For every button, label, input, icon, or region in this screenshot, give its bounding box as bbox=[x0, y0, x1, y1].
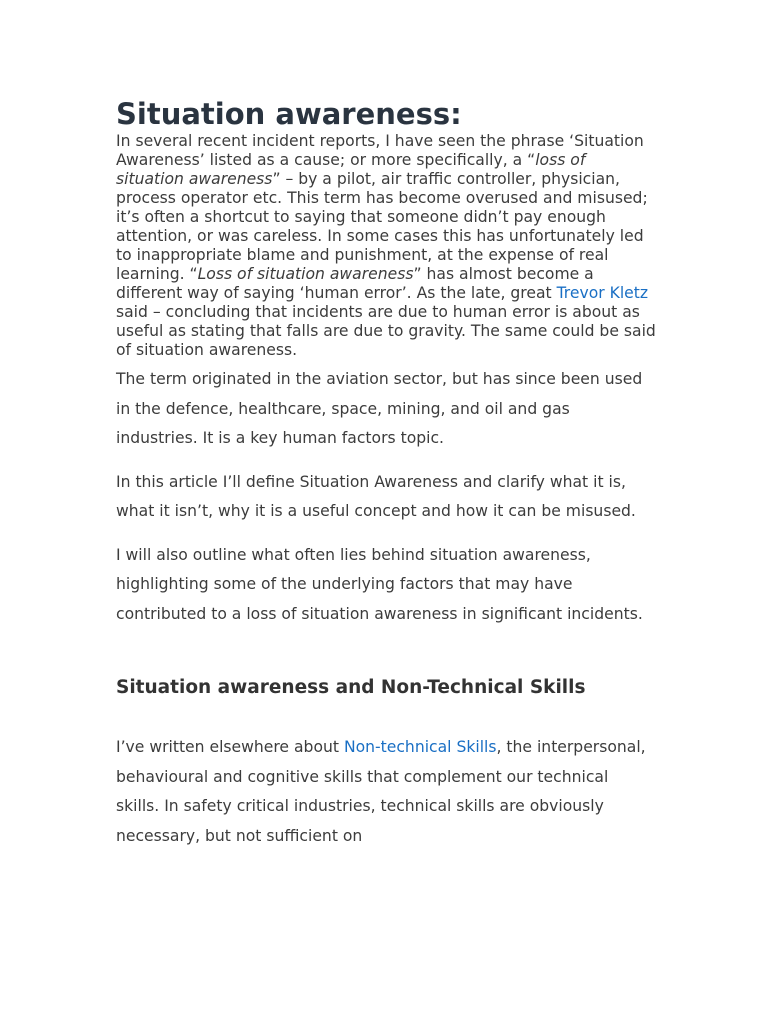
paragraph-non-technical-skills bbox=[116, 733, 656, 851]
intro-text-1: In several recent incident reports, I have seen the phrase ‘Situation Awareness’ listed as a cause; or more specifically, a “ bbox=[116, 132, 644, 169]
trevor-kletz-link[interactable]: Trevor Kletz bbox=[556, 284, 649, 302]
p5-text-1: I’ve written elsewhere about bbox=[116, 738, 344, 756]
p5-text-2: , the interpersonal, behavioural and cognitive skills that complement our technical skills. In safety critical industries, technical skills are obviously necessary, but not sufficient on bbox=[116, 738, 646, 845]
intro-paragraph bbox=[116, 132, 656, 360]
paragraph-article-scope: In this article I’ll define Situation Awareness and clarify what it is, what it isn’t, why it is a useful concept and how it can be misused. bbox=[116, 472, 636, 520]
article-title: Situation awareness: bbox=[116, 97, 462, 131]
intro-text-2: ” – by a pilot, air traffic controller, physician, process operator etc. This term has become overused and misused; it’s often a shortcut to saying that someone didn’t pay enough attention, or was careless. In some cases this has unfortunately led to inappropriate blame and punishment, at the expense of real learning. “ bbox=[116, 170, 648, 283]
intro-emphasis-1: loss of situation awareness bbox=[116, 151, 586, 188]
intro-emphasis-2: Loss of situation awareness bbox=[197, 265, 414, 283]
paragraph-outline: I will also outline what often lies behind situation awareness, highlighting some of the underlying factors that may have contributed to a loss of situation awareness in significant incidents. bbox=[116, 545, 643, 623]
non-technical-skills-link[interactable]: Non-technical Skills bbox=[343, 738, 497, 756]
section-heading-non-technical-skills: Situation awareness and Non-Technical Skills bbox=[116, 677, 586, 698]
article bbox=[116, 96, 656, 851]
paragraph-origin: The term originated in the aviation sector, but has since been used in the defence, healthcare, space, mining, and oil and gas industries. It is a key human factors topic. bbox=[116, 370, 643, 447]
intro-text-3: ” has almost become a different way of saying ‘human error’. As the late, great bbox=[116, 265, 594, 302]
intro-text-4: said – concluding that incidents are due to human error is about as useful as stating that falls are due to gravity. The same could be said of situation awareness. bbox=[116, 303, 656, 359]
